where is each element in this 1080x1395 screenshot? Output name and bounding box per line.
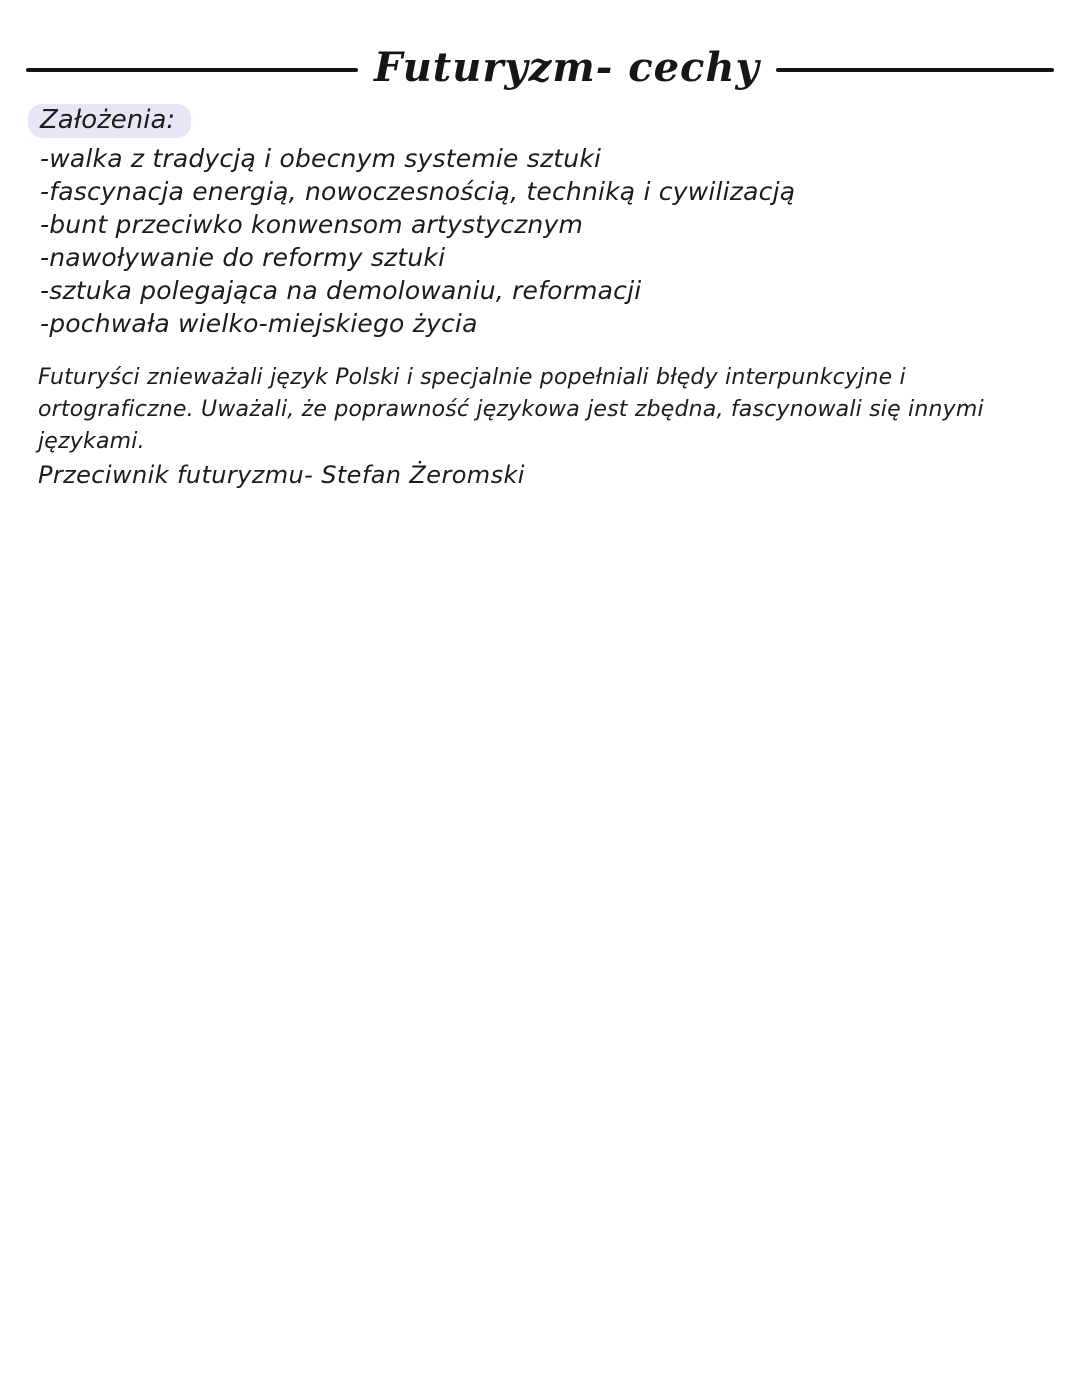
title-rule-left — [26, 68, 358, 72]
opponent-note: Przeciwnik futuryzmu- Stefan Żeromski — [38, 461, 525, 489]
list-item: -sztuka polegająca na demolowaniu, reformacji — [40, 276, 642, 305]
section-row — [28, 104, 1080, 138]
list-item: -pochwała wielko-miejskiego życia — [40, 309, 478, 338]
section-heading: Założenia: — [28, 104, 191, 138]
paragraph — [38, 362, 1080, 458]
title-rule-right — [776, 68, 1054, 72]
paragraph-line: ortograficzne. Uważali, że poprawność językowa jest zbędna, fascynowali się innymi — [38, 397, 984, 422]
list-item: -walka z tradycją i obecnym systemie sztuki — [40, 144, 602, 173]
list-item: -bunt przeciwko konwensom artystycznym — [40, 210, 584, 239]
page-header — [0, 46, 1080, 94]
feature-list — [40, 142, 1080, 340]
list-item: -nawoływanie do reformy sztuki — [40, 243, 446, 272]
paragraph-line: językami. — [38, 429, 145, 454]
page-title: Futuryzm- cechy — [374, 44, 760, 91]
list-item: -fascynacja energią, nowoczesnością, techniką i cywilizacją — [40, 177, 796, 206]
paragraph-line: Futuryści znieważali język Polski i specjalnie popełniali błędy interpunkcyjne i — [38, 365, 906, 390]
